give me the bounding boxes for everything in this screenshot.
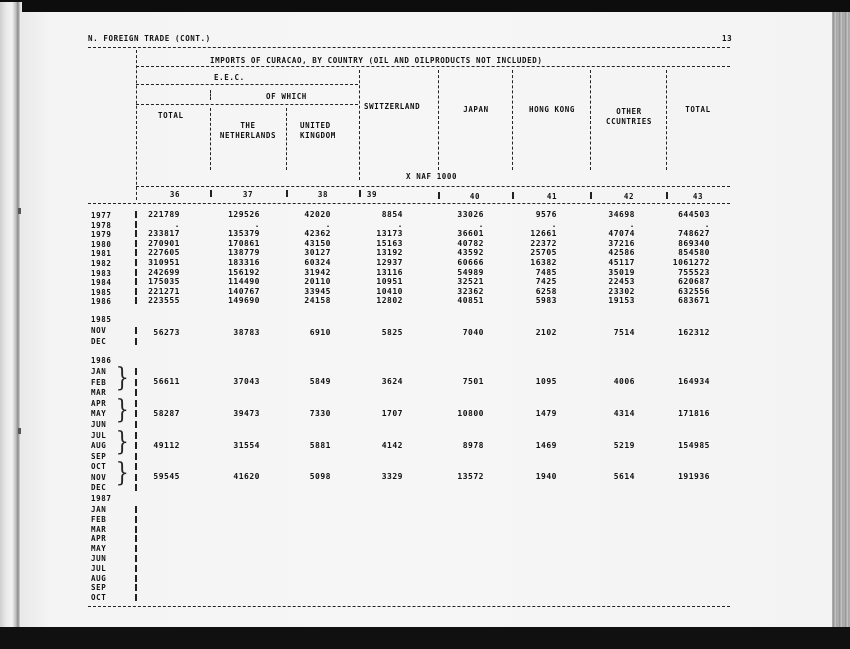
eec-label: E.E.C. xyxy=(214,73,245,82)
col-header-other-2: CCUNTRIES xyxy=(605,117,653,126)
column-separator xyxy=(210,90,211,100)
quarter-brace-icon: } xyxy=(115,394,129,425)
row-label-month: MAR xyxy=(91,524,107,534)
col-number: 41 xyxy=(546,192,558,201)
col-header-hong-kong: HONG KONG xyxy=(528,105,576,114)
row-label-month: JAN xyxy=(91,367,107,376)
column-separator xyxy=(512,70,513,170)
table-cell: 7330 xyxy=(309,408,331,418)
row-label-month: MAY xyxy=(91,409,107,419)
row-separator-bar xyxy=(135,432,137,439)
row-separator-bar xyxy=(135,565,137,572)
table-cell: 164934 xyxy=(678,377,710,386)
table-cell: . xyxy=(174,219,180,229)
scan-bottom-border xyxy=(0,627,850,649)
col-header-netherlands-2: NETHERLANDS xyxy=(219,131,277,140)
table-cell: 45117 xyxy=(608,258,635,267)
table-cell: 170861 xyxy=(228,238,260,248)
table-cell: 154985 xyxy=(678,440,710,450)
table-cell: 59545 xyxy=(153,472,180,482)
row-label-year: 1986 xyxy=(91,356,112,365)
table-cell: 5881 xyxy=(309,440,331,450)
table-cell: 42020 xyxy=(304,210,331,219)
table-cell: 3624 xyxy=(381,377,403,386)
table-cell: 221271 xyxy=(148,286,180,296)
table-cell: . xyxy=(254,219,260,229)
row-separator-bar xyxy=(135,506,137,513)
table-cell: 41620 xyxy=(233,472,260,482)
table-cell: 56273 xyxy=(153,328,180,337)
unit-label: X NAF 1000 xyxy=(406,172,458,181)
row-label-year: 1985 xyxy=(91,287,112,297)
row-label-month: APR xyxy=(91,398,107,408)
table-cell: 632556 xyxy=(678,286,710,296)
table-cell: 10800 xyxy=(457,408,484,418)
row-label-month: DEC xyxy=(91,337,107,346)
table-cell: 162312 xyxy=(678,328,710,337)
column-separator xyxy=(438,70,439,170)
column-separator xyxy=(210,190,212,197)
table-cell: 223555 xyxy=(148,296,180,306)
table-cell: 24158 xyxy=(304,296,331,306)
table-cell: 5614 xyxy=(613,472,635,482)
col-number: 42 xyxy=(623,192,635,201)
table-cell: 33945 xyxy=(304,286,331,296)
table-cell: 7040 xyxy=(462,328,484,337)
table-cell: 49112 xyxy=(153,440,180,450)
table-cell: 23302 xyxy=(608,286,635,296)
table-cell: 60324 xyxy=(304,258,331,267)
table-cell: 58287 xyxy=(153,408,180,418)
row-label-month: JUL xyxy=(91,430,107,440)
spine-mark xyxy=(18,208,21,214)
table-cell: 135379 xyxy=(228,229,260,239)
title-rule xyxy=(136,66,730,67)
table-cell: 40782 xyxy=(457,238,484,248)
table-cell: 35019 xyxy=(608,267,635,277)
table-cell: 25705 xyxy=(530,248,557,258)
table-cell: 869340 xyxy=(678,238,710,248)
col-number: 37 xyxy=(242,190,254,199)
table-cell: 42362 xyxy=(304,229,331,239)
column-separator xyxy=(590,192,592,199)
table-cell: 22372 xyxy=(530,238,557,248)
column-number-rule xyxy=(88,203,730,204)
row-label-separator xyxy=(136,50,137,200)
table-cell: 8854 xyxy=(381,210,403,219)
table-cell: 22453 xyxy=(608,277,635,287)
table-cell: 20110 xyxy=(304,277,331,287)
row-label-month: AUG xyxy=(91,573,107,583)
column-separator xyxy=(438,192,440,199)
table-cell: 175035 xyxy=(148,277,180,287)
col-header-uk-2: KINGDOM xyxy=(300,131,336,140)
table-cell: 644503 xyxy=(678,210,710,219)
table-cell: 149690 xyxy=(228,296,260,306)
table-cell: 221789 xyxy=(148,210,180,219)
table-cell: 1479 xyxy=(535,408,557,418)
col-number: 43 xyxy=(692,192,704,201)
table-cell: 19153 xyxy=(608,296,635,306)
quarter-brace-icon: } xyxy=(115,458,129,489)
row-separator-bar xyxy=(135,338,137,345)
column-separator xyxy=(512,192,514,199)
row-label-month: FEB xyxy=(91,514,107,524)
table-cell: 156192 xyxy=(228,267,260,277)
table-cell: 227605 xyxy=(148,248,180,258)
quarter-brace-icon: } xyxy=(115,426,129,457)
row-label-month: MAY xyxy=(91,544,107,554)
table-cell: 2102 xyxy=(535,328,557,337)
table-cell: 33026 xyxy=(457,210,484,219)
column-separator xyxy=(286,190,288,197)
table-cell: . xyxy=(704,219,710,229)
column-separator xyxy=(666,70,667,170)
table-cell: 114490 xyxy=(228,277,260,287)
row-label-month: JAN xyxy=(91,505,107,514)
table-cell: 183316 xyxy=(228,258,260,267)
col-header-netherlands-1: THE xyxy=(240,121,256,130)
of-which-label: OF WHICH xyxy=(266,92,307,101)
column-separator xyxy=(359,70,360,180)
table-cell: 31554 xyxy=(233,440,260,450)
row-separator-bar xyxy=(135,555,137,562)
table-cell: 13116 xyxy=(376,267,403,277)
table-cell: 4142 xyxy=(381,440,403,450)
table-cell: 1707 xyxy=(381,408,403,418)
table-cell: 30127 xyxy=(304,248,331,258)
row-label-year: 1980 xyxy=(91,239,112,249)
row-label-month: DEC xyxy=(91,483,107,493)
row-label-month: JUL xyxy=(91,563,107,573)
eec-rule xyxy=(136,84,358,85)
row-label-year: 1977 xyxy=(91,211,112,220)
header-bottom-rule xyxy=(136,186,730,187)
row-label-year: 1984 xyxy=(91,278,112,288)
table-cell: 43592 xyxy=(457,248,484,258)
table-cell: 32362 xyxy=(457,286,484,296)
quarter-brace-icon: } xyxy=(115,363,129,393)
table-cell: 54989 xyxy=(457,267,484,277)
col-header-japan: JAPAN xyxy=(463,105,489,114)
table-cell: 32521 xyxy=(457,277,484,287)
table-cell: 191936 xyxy=(678,472,710,482)
table-cell: 5983 xyxy=(535,296,557,306)
row-separator-bar xyxy=(135,389,137,396)
table-cell: 1095 xyxy=(535,377,557,386)
table-cell: 42586 xyxy=(608,248,635,258)
page-stack-edge xyxy=(832,12,850,628)
table-cell: 31942 xyxy=(304,267,331,277)
table-cell: 7485 xyxy=(535,267,557,277)
row-label-month: MAR xyxy=(91,388,107,397)
table-cell: 60666 xyxy=(457,258,484,267)
col-header-uk-1: UNITED xyxy=(300,121,331,130)
table-cell: 12802 xyxy=(376,296,403,306)
table-cell: 34698 xyxy=(608,210,635,219)
table-cell: 138779 xyxy=(228,248,260,258)
table-cell: 12661 xyxy=(530,229,557,239)
table-cell: 755523 xyxy=(678,267,710,277)
table-cell: 10951 xyxy=(376,277,403,287)
table-cell: 1061272 xyxy=(672,258,710,267)
row-label-year: 1986 xyxy=(91,297,112,307)
column-separator xyxy=(590,70,591,170)
table-cell: 5825 xyxy=(381,328,403,337)
row-separator-bar xyxy=(135,484,137,491)
table-cell: 3329 xyxy=(381,472,403,482)
row-separator-bar xyxy=(135,545,137,552)
column-separator xyxy=(210,108,211,170)
col-number: 40 xyxy=(469,192,481,201)
row-label-year: 1987 xyxy=(91,494,112,503)
table-cell: 37216 xyxy=(608,238,635,248)
col-number: 38 xyxy=(317,190,329,199)
table-cell: . xyxy=(478,219,484,229)
table-cell: 4006 xyxy=(613,377,635,386)
row-separator-bar xyxy=(135,526,137,533)
table-cell: 37043 xyxy=(233,377,260,386)
table-cell: 5098 xyxy=(309,472,331,482)
col-header-other-1: OTHER xyxy=(616,107,642,116)
section-title: N. FOREIGN TRADE (CONT.) xyxy=(88,34,211,43)
table-cell: 36601 xyxy=(457,229,484,239)
table-cell: 39473 xyxy=(233,408,260,418)
row-separator-bar xyxy=(135,535,137,542)
table-cell: 47074 xyxy=(608,229,635,239)
row-label-month: JUN xyxy=(91,419,107,429)
table-cell: 5849 xyxy=(309,377,331,386)
table-cell: 242699 xyxy=(148,267,180,277)
col-header-total: TOTAL xyxy=(685,105,711,114)
row-separator-bar xyxy=(135,594,137,601)
table-cell: 7514 xyxy=(613,328,635,337)
column-separator xyxy=(286,108,287,170)
table-cell: 7425 xyxy=(535,277,557,287)
spine-mark xyxy=(18,428,21,434)
table-cell: 16382 xyxy=(530,258,557,267)
table-cell: 13192 xyxy=(376,248,403,258)
row-label-month: OCT xyxy=(91,593,107,603)
facing-page-edge xyxy=(0,2,22,630)
row-label-month: FEB xyxy=(91,377,107,387)
of-which-rule xyxy=(136,104,358,105)
row-label-month: SEP xyxy=(91,451,107,461)
table-cell: 620687 xyxy=(678,277,710,287)
table-cell: 171816 xyxy=(678,408,710,418)
table-cell: 43150 xyxy=(304,238,331,248)
table-cell: 1940 xyxy=(535,472,557,482)
table-cell: 6258 xyxy=(535,286,557,296)
table-cell: 683671 xyxy=(678,296,710,306)
table-cell: 233817 xyxy=(148,229,180,239)
row-label-year: 1983 xyxy=(91,268,112,278)
row-label-month: NOV xyxy=(91,326,107,335)
table-cell: 12937 xyxy=(376,258,403,267)
table-cell: 854580 xyxy=(678,248,710,258)
table-cell: 8978 xyxy=(462,440,484,450)
row-label-year: 1985 xyxy=(91,315,112,324)
row-separator-bar xyxy=(135,463,137,470)
row-separator-bar xyxy=(135,575,137,582)
table-cell: 4314 xyxy=(613,408,635,418)
row-label-month: OCT xyxy=(91,462,107,472)
table-bottom-rule xyxy=(88,606,730,607)
col-number: 39 xyxy=(366,190,378,199)
row-label-year: 1979 xyxy=(91,230,112,240)
table-cell: 40851 xyxy=(457,296,484,306)
table-cell: 129526 xyxy=(228,210,260,219)
table-cell: 6910 xyxy=(309,328,331,337)
table-cell: 15163 xyxy=(376,238,403,248)
row-label-month: APR xyxy=(91,534,107,544)
row-label-month: JUN xyxy=(91,554,107,563)
table-cell: 7501 xyxy=(462,377,484,386)
row-separator-bar xyxy=(135,584,137,591)
row-separator-bar xyxy=(135,421,137,428)
table-cell: 5219 xyxy=(613,440,635,450)
col-header-switzerland: SWITZERLAND xyxy=(364,102,421,111)
table-cell: 1469 xyxy=(535,440,557,450)
row-label-month: NOV xyxy=(91,472,107,482)
row-label-year: 1981 xyxy=(91,249,112,259)
row-separator-bar xyxy=(135,453,137,460)
table-cell: 10410 xyxy=(376,286,403,296)
row-separator-bar xyxy=(135,516,137,523)
col-number: 36 xyxy=(169,190,181,199)
page-number: 13 xyxy=(722,34,733,43)
top-rule xyxy=(88,47,730,48)
col-header-total-eec: TOTAL xyxy=(158,111,184,120)
table-cell: 9576 xyxy=(535,210,557,219)
row-separator-bar xyxy=(135,400,137,407)
table-cell: . xyxy=(551,219,557,229)
table-cell: 13572 xyxy=(457,472,484,482)
table-cell: 748627 xyxy=(678,229,710,239)
table-title: IMPORTS OF CURACAO, BY COUNTRY (OIL AND OILPRODUCTS NOT INCLUDED) xyxy=(210,56,543,65)
row-label-year: 1982 xyxy=(91,259,112,268)
table-cell: 38783 xyxy=(233,328,260,337)
row-separator-bar xyxy=(135,368,137,375)
row-label-month: SEP xyxy=(91,583,107,593)
column-separator xyxy=(359,190,361,197)
table-cell: 270901 xyxy=(148,238,180,248)
table-cell: 140767 xyxy=(228,286,260,296)
table-cell: 56611 xyxy=(153,377,180,386)
row-label-month: AUG xyxy=(91,441,107,451)
table-cell: 13173 xyxy=(376,229,403,239)
table-cell: . xyxy=(629,219,635,229)
table-cell: 310951 xyxy=(148,258,180,267)
column-separator xyxy=(666,192,668,199)
table-cell: . xyxy=(397,219,403,229)
table-cell: . xyxy=(325,219,331,229)
row-label-year: 1978 xyxy=(91,220,112,230)
